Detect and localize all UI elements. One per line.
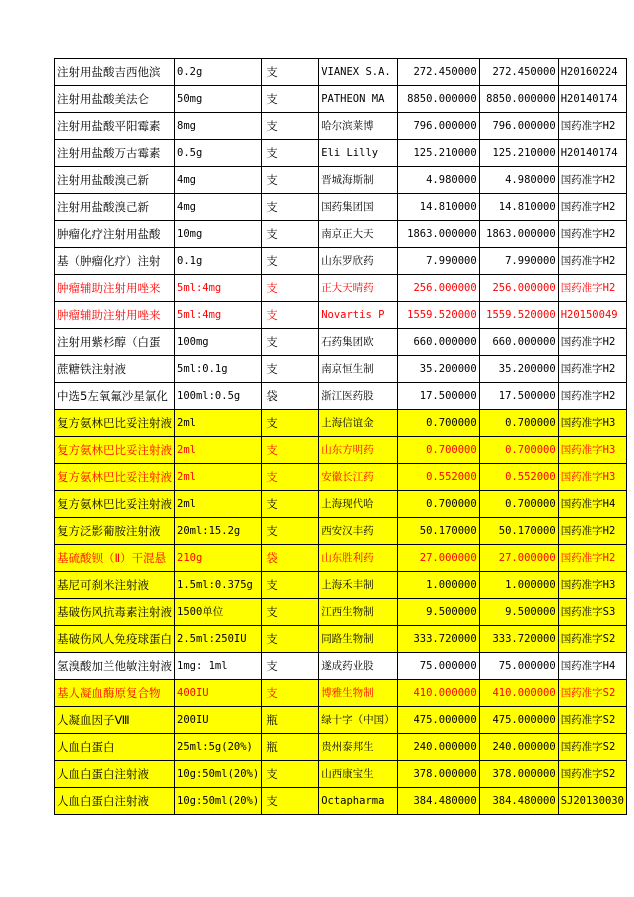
price-cell-2[interactable]: 256.000000	[479, 275, 558, 302]
unit-cell[interactable]: 支	[262, 302, 319, 329]
unit-cell[interactable]: 支	[262, 680, 319, 707]
drug-name-cell[interactable]: 复方泛影葡胺注射液	[55, 518, 175, 545]
unit-cell[interactable]: 支	[262, 599, 319, 626]
price-cell[interactable]: 9.500000	[397, 599, 479, 626]
approval-number-cell[interactable]: 国药准字H2	[558, 545, 626, 572]
price-cell-2[interactable]: 0.700000	[479, 410, 558, 437]
price-cell[interactable]: 660.000000	[397, 329, 479, 356]
table-row	[55, 221, 627, 248]
drug-name-cell[interactable]: 基破伤风抗毒素注射液	[55, 599, 175, 626]
price-cell-2[interactable]: 475.000000	[479, 707, 558, 734]
unit-cell[interactable]: 支	[262, 626, 319, 653]
approval-number-cell[interactable]: 国药准字H2	[558, 194, 626, 221]
approval-number-cell[interactable]: H20150049	[558, 302, 626, 329]
price-cell[interactable]: 1.000000	[397, 572, 479, 599]
manufacturer-cell[interactable]: Eli Lilly	[319, 140, 398, 167]
spec-cell[interactable]: 5ml:4mg	[175, 275, 262, 302]
spec-cell[interactable]: 20ml:15.2g	[175, 518, 262, 545]
unit-cell[interactable]: 支	[262, 437, 319, 464]
price-cell-2[interactable]: 384.480000	[479, 788, 558, 815]
table-row	[55, 248, 627, 275]
unit-cell[interactable]: 支	[262, 140, 319, 167]
approval-number-cell[interactable]: 国药准字H3	[558, 437, 626, 464]
drug-name-cell[interactable]: 人凝血因子Ⅷ	[55, 707, 175, 734]
unit-cell[interactable]: 支	[262, 518, 319, 545]
price-cell-2[interactable]: 796.000000	[479, 113, 558, 140]
approval-number-cell[interactable]: H20140174	[558, 140, 626, 167]
price-cell[interactable]: 475.000000	[397, 707, 479, 734]
price-cell[interactable]: 27.000000	[397, 545, 479, 572]
spec-cell[interactable]: 4mg	[175, 194, 262, 221]
price-cell[interactable]: 256.000000	[397, 275, 479, 302]
unit-cell[interactable]: 瓶	[262, 707, 319, 734]
manufacturer-cell[interactable]: 贵州泰邦生	[319, 734, 398, 761]
spec-cell[interactable]: 210g	[175, 545, 262, 572]
manufacturer-cell[interactable]: PATHEON MA	[319, 86, 398, 113]
spec-cell[interactable]: 400IU	[175, 680, 262, 707]
spec-cell[interactable]: 2ml	[175, 437, 262, 464]
manufacturer-cell[interactable]: 山东罗欣药	[319, 248, 398, 275]
price-cell-2[interactable]: 333.720000	[479, 626, 558, 653]
price-cell[interactable]: 75.000000	[397, 653, 479, 680]
table-row	[55, 491, 627, 518]
approval-number-cell[interactable]: 国药准字H2	[558, 383, 626, 410]
manufacturer-cell[interactable]: Novartis P	[319, 302, 398, 329]
price-cell-2[interactable]: 410.000000	[479, 680, 558, 707]
manufacturer-cell[interactable]: 晋城海斯制	[319, 167, 398, 194]
price-cell-2[interactable]: 8850.000000	[479, 86, 558, 113]
approval-number-cell[interactable]: 国药准字H2	[558, 329, 626, 356]
manufacturer-cell[interactable]: 浙江医药股	[319, 383, 398, 410]
approval-number-cell[interactable]: 国药准字S2	[558, 626, 626, 653]
price-cell-2[interactable]: 35.200000	[479, 356, 558, 383]
manufacturer-cell[interactable]: 山东胜利药	[319, 545, 398, 572]
price-cell[interactable]: 272.450000	[397, 59, 479, 86]
approval-number-cell[interactable]: 国药准字H4	[558, 653, 626, 680]
spec-cell[interactable]: 50mg	[175, 86, 262, 113]
price-cell[interactable]: 378.000000	[397, 761, 479, 788]
manufacturer-cell[interactable]: 南京恒生制	[319, 356, 398, 383]
table-row	[55, 140, 627, 167]
price-cell[interactable]: 7.990000	[397, 248, 479, 275]
manufacturer-cell[interactable]: 博雅生物制	[319, 680, 398, 707]
price-cell[interactable]: 410.000000	[397, 680, 479, 707]
spec-cell[interactable]: 2.5ml:250IU	[175, 626, 262, 653]
unit-cell[interactable]: 支	[262, 167, 319, 194]
table-row	[55, 329, 627, 356]
spec-cell[interactable]: 1.5ml:0.375g	[175, 572, 262, 599]
table-row	[55, 383, 627, 410]
table-row	[55, 734, 627, 761]
price-cell[interactable]: 333.720000	[397, 626, 479, 653]
drug-name-cell[interactable]: 注射用盐酸平阳霉素	[55, 113, 175, 140]
manufacturer-cell[interactable]: 西安汉丰药	[319, 518, 398, 545]
table-row	[55, 464, 627, 491]
table-row	[55, 680, 627, 707]
unit-cell[interactable]: 支	[262, 410, 319, 437]
drug-name-cell[interactable]: 肿瘤辅助注射用唑来	[55, 275, 175, 302]
price-cell-2[interactable]: 75.000000	[479, 653, 558, 680]
manufacturer-cell[interactable]: 绿十字（中国）	[319, 707, 398, 734]
approval-number-cell[interactable]: H20160224	[558, 59, 626, 86]
table-row	[55, 167, 627, 194]
unit-cell[interactable]: 支	[262, 761, 319, 788]
manufacturer-cell[interactable]: 上海现代哈	[319, 491, 398, 518]
manufacturer-cell[interactable]: 江西生物制	[319, 599, 398, 626]
manufacturer-cell[interactable]: 安徽长江药	[319, 464, 398, 491]
approval-number-cell[interactable]: 国药准字H3	[558, 572, 626, 599]
table-row	[55, 518, 627, 545]
price-cell-2[interactable]: 9.500000	[479, 599, 558, 626]
table-row	[55, 356, 627, 383]
unit-cell[interactable]: 支	[262, 329, 319, 356]
manufacturer-cell[interactable]: 山西康宝生	[319, 761, 398, 788]
approval-number-cell[interactable]: 国药准字H3	[558, 464, 626, 491]
table-row	[55, 410, 627, 437]
price-cell-2[interactable]: 14.810000	[479, 194, 558, 221]
spec-cell[interactable]: 4mg	[175, 167, 262, 194]
spec-cell[interactable]: 1500单位	[175, 599, 262, 626]
drug-name-cell[interactable]: 基（肿瘤化疗）注射	[55, 248, 175, 275]
drug-name-cell[interactable]: 注射用盐酸溴己新	[55, 194, 175, 221]
price-cell[interactable]: 1559.520000	[397, 302, 479, 329]
price-cell[interactable]: 14.810000	[397, 194, 479, 221]
price-cell-2[interactable]: 272.450000	[479, 59, 558, 86]
price-cell-2[interactable]: 0.700000	[479, 491, 558, 518]
drug-name-cell[interactable]: 基硫酸钡（Ⅱ）干混悬	[55, 545, 175, 572]
price-cell[interactable]: 125.210000	[397, 140, 479, 167]
unit-cell[interactable]: 袋	[262, 545, 319, 572]
price-cell[interactable]: 4.980000	[397, 167, 479, 194]
price-cell[interactable]: 0.700000	[397, 491, 479, 518]
manufacturer-cell[interactable]: 国药集团国	[319, 194, 398, 221]
price-cell[interactable]: 1863.000000	[397, 221, 479, 248]
drug-name-cell[interactable]: 人血白蛋白注射液	[55, 788, 175, 815]
price-cell[interactable]: 17.500000	[397, 383, 479, 410]
drug-name-cell[interactable]: 肿瘤辅助注射用唑来	[55, 302, 175, 329]
spec-cell[interactable]: 2ml	[175, 491, 262, 518]
drug-name-cell[interactable]: 基尼可刹米注射液	[55, 572, 175, 599]
approval-number-cell[interactable]: SJ20130030	[558, 788, 626, 815]
spec-cell[interactable]: 100ml:0.5g	[175, 383, 262, 410]
unit-cell[interactable]: 瓶	[262, 734, 319, 761]
spec-cell[interactable]: 10g:50ml(20%)	[175, 788, 262, 815]
manufacturer-cell[interactable]: 石药集团欧	[319, 329, 398, 356]
price-cell-2[interactable]: 1863.000000	[479, 221, 558, 248]
unit-cell[interactable]: 支	[262, 59, 319, 86]
price-cell-2[interactable]: 125.210000	[479, 140, 558, 167]
approval-number-cell[interactable]: 国药准字H2	[558, 356, 626, 383]
price-cell-2[interactable]: 660.000000	[479, 329, 558, 356]
manufacturer-cell[interactable]: 上海信谊金	[319, 410, 398, 437]
manufacturer-cell[interactable]: 山东方明药	[319, 437, 398, 464]
table-row	[55, 545, 627, 572]
spec-cell[interactable]: 25ml:5g(20%)	[175, 734, 262, 761]
price-cell[interactable]: 384.480000	[397, 788, 479, 815]
table-row	[55, 707, 627, 734]
table-row	[55, 86, 627, 113]
approval-number-cell[interactable]: 国药准字H4	[558, 491, 626, 518]
approval-number-cell[interactable]: 国药准字H2	[558, 221, 626, 248]
approval-number-cell[interactable]: 国药准字S2	[558, 761, 626, 788]
unit-cell[interactable]: 支	[262, 113, 319, 140]
price-cell-2[interactable]: 1.000000	[479, 572, 558, 599]
table-row	[55, 437, 627, 464]
approval-number-cell[interactable]: 国药准字S2	[558, 734, 626, 761]
approval-number-cell[interactable]: 国药准字H3	[558, 410, 626, 437]
manufacturer-cell[interactable]: 遂成药业股	[319, 653, 398, 680]
spec-cell[interactable]: 1mg: 1ml	[175, 653, 262, 680]
table-row	[55, 788, 627, 815]
price-cell[interactable]: 0.700000	[397, 437, 479, 464]
unit-cell[interactable]: 支	[262, 248, 319, 275]
drug-name-cell[interactable]: 人血白蛋白注射液	[55, 761, 175, 788]
manufacturer-cell[interactable]: 南京正大天	[319, 221, 398, 248]
drug-name-cell[interactable]: 注射用紫杉醇（白蛋	[55, 329, 175, 356]
table-row	[55, 113, 627, 140]
price-cell-2[interactable]: 240.000000	[479, 734, 558, 761]
spec-cell[interactable]: 2ml	[175, 464, 262, 491]
table-row	[55, 302, 627, 329]
drug-name-cell[interactable]: 注射用盐酸吉西他滨	[55, 59, 175, 86]
unit-cell[interactable]: 支	[262, 653, 319, 680]
drug-name-cell[interactable]: 注射用盐酸万古霉素	[55, 140, 175, 167]
price-table	[54, 58, 627, 815]
unit-cell[interactable]: 支	[262, 275, 319, 302]
spec-cell[interactable]: 5ml:0.1g	[175, 356, 262, 383]
drug-name-cell[interactable]: 复方氨林巴比妥注射液	[55, 437, 175, 464]
price-cell[interactable]: 8850.000000	[397, 86, 479, 113]
unit-cell[interactable]: 支	[262, 356, 319, 383]
approval-number-cell[interactable]: 国药准字H2	[558, 113, 626, 140]
price-cell-2[interactable]: 27.000000	[479, 545, 558, 572]
price-cell-2[interactable]: 17.500000	[479, 383, 558, 410]
manufacturer-cell[interactable]: 上海禾丰制	[319, 572, 398, 599]
spec-cell[interactable]: 200IU	[175, 707, 262, 734]
price-cell[interactable]: 35.200000	[397, 356, 479, 383]
drug-name-cell[interactable]: 复方氨林巴比妥注射液	[55, 410, 175, 437]
price-cell-2[interactable]: 1559.520000	[479, 302, 558, 329]
spec-cell[interactable]: 8mg	[175, 113, 262, 140]
unit-cell[interactable]: 支	[262, 572, 319, 599]
approval-number-cell[interactable]: 国药准字H2	[558, 167, 626, 194]
table-row	[55, 761, 627, 788]
approval-number-cell[interactable]: H20140174	[558, 86, 626, 113]
table-row	[55, 194, 627, 221]
price-cell[interactable]: 0.700000	[397, 410, 479, 437]
drug-name-cell[interactable]: 注射用盐酸美法仑	[55, 86, 175, 113]
spec-cell[interactable]: 2ml	[175, 410, 262, 437]
unit-cell[interactable]: 支	[262, 788, 319, 815]
drug-name-cell[interactable]: 氢溴酸加兰他敏注射液	[55, 653, 175, 680]
spec-cell[interactable]: 10mg	[175, 221, 262, 248]
table-row	[55, 626, 627, 653]
spec-cell[interactable]: 0.2g	[175, 59, 262, 86]
price-cell[interactable]: 796.000000	[397, 113, 479, 140]
price-cell-2[interactable]: 0.700000	[479, 437, 558, 464]
unit-cell[interactable]: 支	[262, 221, 319, 248]
price-cell-2[interactable]: 50.170000	[479, 518, 558, 545]
price-cell-2[interactable]: 4.980000	[479, 167, 558, 194]
manufacturer-cell[interactable]: 哈尔滨莱博	[319, 113, 398, 140]
unit-cell[interactable]: 支	[262, 464, 319, 491]
approval-number-cell[interactable]: 国药准字S3	[558, 599, 626, 626]
drug-name-cell[interactable]: 中选5左氧氟沙星氯化	[55, 383, 175, 410]
table-row	[55, 59, 627, 86]
spec-cell[interactable]: 10g:50ml(20%)	[175, 761, 262, 788]
approval-number-cell[interactable]: 国药准字H2	[558, 248, 626, 275]
table-row	[55, 599, 627, 626]
manufacturer-cell[interactable]: 正大天晴药	[319, 275, 398, 302]
drug-name-cell[interactable]: 人血白蛋白	[55, 734, 175, 761]
drug-name-cell[interactable]: 蔗糖铁注射液	[55, 356, 175, 383]
manufacturer-cell[interactable]: Octapharma	[319, 788, 398, 815]
drug-name-cell[interactable]: 注射用盐酸溴己新	[55, 167, 175, 194]
spec-cell[interactable]: 5ml:4mg	[175, 302, 262, 329]
price-cell[interactable]: 0.552000	[397, 464, 479, 491]
price-cell[interactable]: 50.170000	[397, 518, 479, 545]
spec-cell[interactable]: 100mg	[175, 329, 262, 356]
approval-number-cell[interactable]: 国药准字S2	[558, 680, 626, 707]
drug-name-cell[interactable]: 基破伤风人免疫球蛋白	[55, 626, 175, 653]
price-cell-2[interactable]: 7.990000	[479, 248, 558, 275]
approval-number-cell[interactable]: 国药准字H2	[558, 518, 626, 545]
approval-number-cell[interactable]: 国药准字H2	[558, 275, 626, 302]
spec-cell[interactable]: 0.1g	[175, 248, 262, 275]
manufacturer-cell[interactable]: VIANEX S.A.	[319, 59, 398, 86]
price-cell[interactable]: 240.000000	[397, 734, 479, 761]
table-row	[55, 572, 627, 599]
unit-cell[interactable]: 支	[262, 86, 319, 113]
table-row	[55, 653, 627, 680]
unit-cell[interactable]: 袋	[262, 383, 319, 410]
price-cell-2[interactable]: 0.552000	[479, 464, 558, 491]
approval-number-cell[interactable]: 国药准字S2	[558, 707, 626, 734]
unit-cell[interactable]: 支	[262, 491, 319, 518]
table-row	[55, 275, 627, 302]
price-cell-2[interactable]: 378.000000	[479, 761, 558, 788]
unit-cell[interactable]: 支	[262, 194, 319, 221]
drug-name-cell[interactable]: 复方氨林巴比妥注射液	[55, 464, 175, 491]
manufacturer-cell[interactable]: 同路生物制	[319, 626, 398, 653]
drug-name-cell[interactable]: 复方氨林巴比妥注射液	[55, 491, 175, 518]
spec-cell[interactable]: 0.5g	[175, 140, 262, 167]
drug-name-cell[interactable]: 肿瘤化疗注射用盐酸	[55, 221, 175, 248]
drug-name-cell[interactable]: 基人凝血酶原复合物	[55, 680, 175, 707]
